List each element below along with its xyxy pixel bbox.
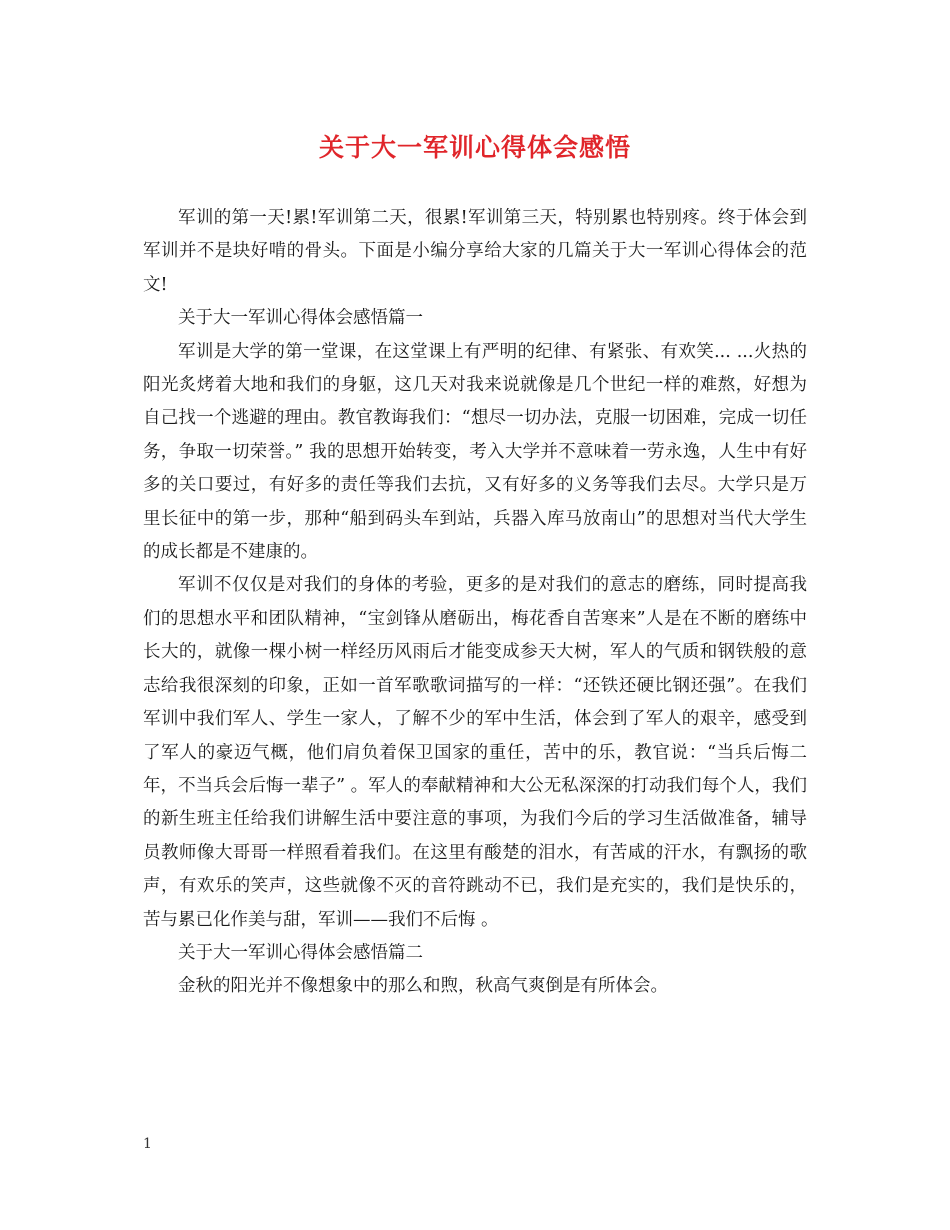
body-paragraph: 军训是大学的第一堂课，在这堂课上有严明的纪律、有紧张、有欢笑... ...火热的阳光炙烤着大地和我们的身躯，这几天对我来说就像是几个世纪一样的难熬，好想为自己找一个逃避的理由。教官教诲我们：“想尽一切办法，克服一切困难，完成一切任务，争取一切荣誉。” 我的思想开始转变，考入大学并不意味着一劳永逸，人生中有好多的关口要过，有好多的责任等我们去抗，又有好多的义务等我们去尽。大学只是万里长征中的第一步，那种“船到码头车到站，兵器入库马放南山”的思想对当代大学生的成长都是不建康的。 [143,341,807,563]
section-heading-two: 关于大一军训心得体会感悟篇二 [178,942,423,963]
document-title: 关于大一军训心得体会感悟 [318,133,631,162]
document-body [143,202,807,1004]
intro-paragraph: 军训的第一天!累!军训第二天，很累!军训第三天，特别累也特别疼。终于体会到军训并不是块好啃的骨头。下面是小编分享给大家的几篇关于大一军训心得体会的范文! [143,208,807,295]
body-paragraph: 金秋的阳光并不像想象中的那么和煦，秋高气爽倒是有所体会。 [178,976,668,997]
page-number: 1 [143,1136,152,1152]
section-heading-one: 关于大一军训心得体会感悟篇一 [178,308,423,329]
body-paragraph: 军训不仅仅是对我们的身体的考验，更多的是对我们的意志的磨练，同时提高我们的思想水平和团队精神，“宝剑锋从磨砺出，梅花香自苦寒来”人是在不断的磨练中长大的，就像一棵小树一样经历风雨后才能变成参天大树，军人的气质和钢铁般的意志给我很深刻的印象，正如一首军歌歌词描写的一样：“还铁还硬比钢还强”。在我们军训中我们军人、学生一家人，了解不少的军中生活，体会到了军人的艰辛，感受到了军人的豪迈气概，他们肩负着保卫国家的重任，苦中的乐，教官说：“当兵后悔二年，不当兵会后悔一辈子” 。军人的奉献精神和大公无私深深的打动我们每个人，我们的新生班主任给我们讲解生活中要注意的事项，为我们今后的学习生活做准备，辅导员教师像大哥哥一样照看着我们。在这里有酸楚的泪水，有苦咸的汗水，有飘扬的歌声，有欢乐的笑声，这些就像不灭的音符跳动不已，我们是充实的，我们是快乐的，苦与累已化作美与甜，军训——我们不后悔 。 [143,575,807,930]
